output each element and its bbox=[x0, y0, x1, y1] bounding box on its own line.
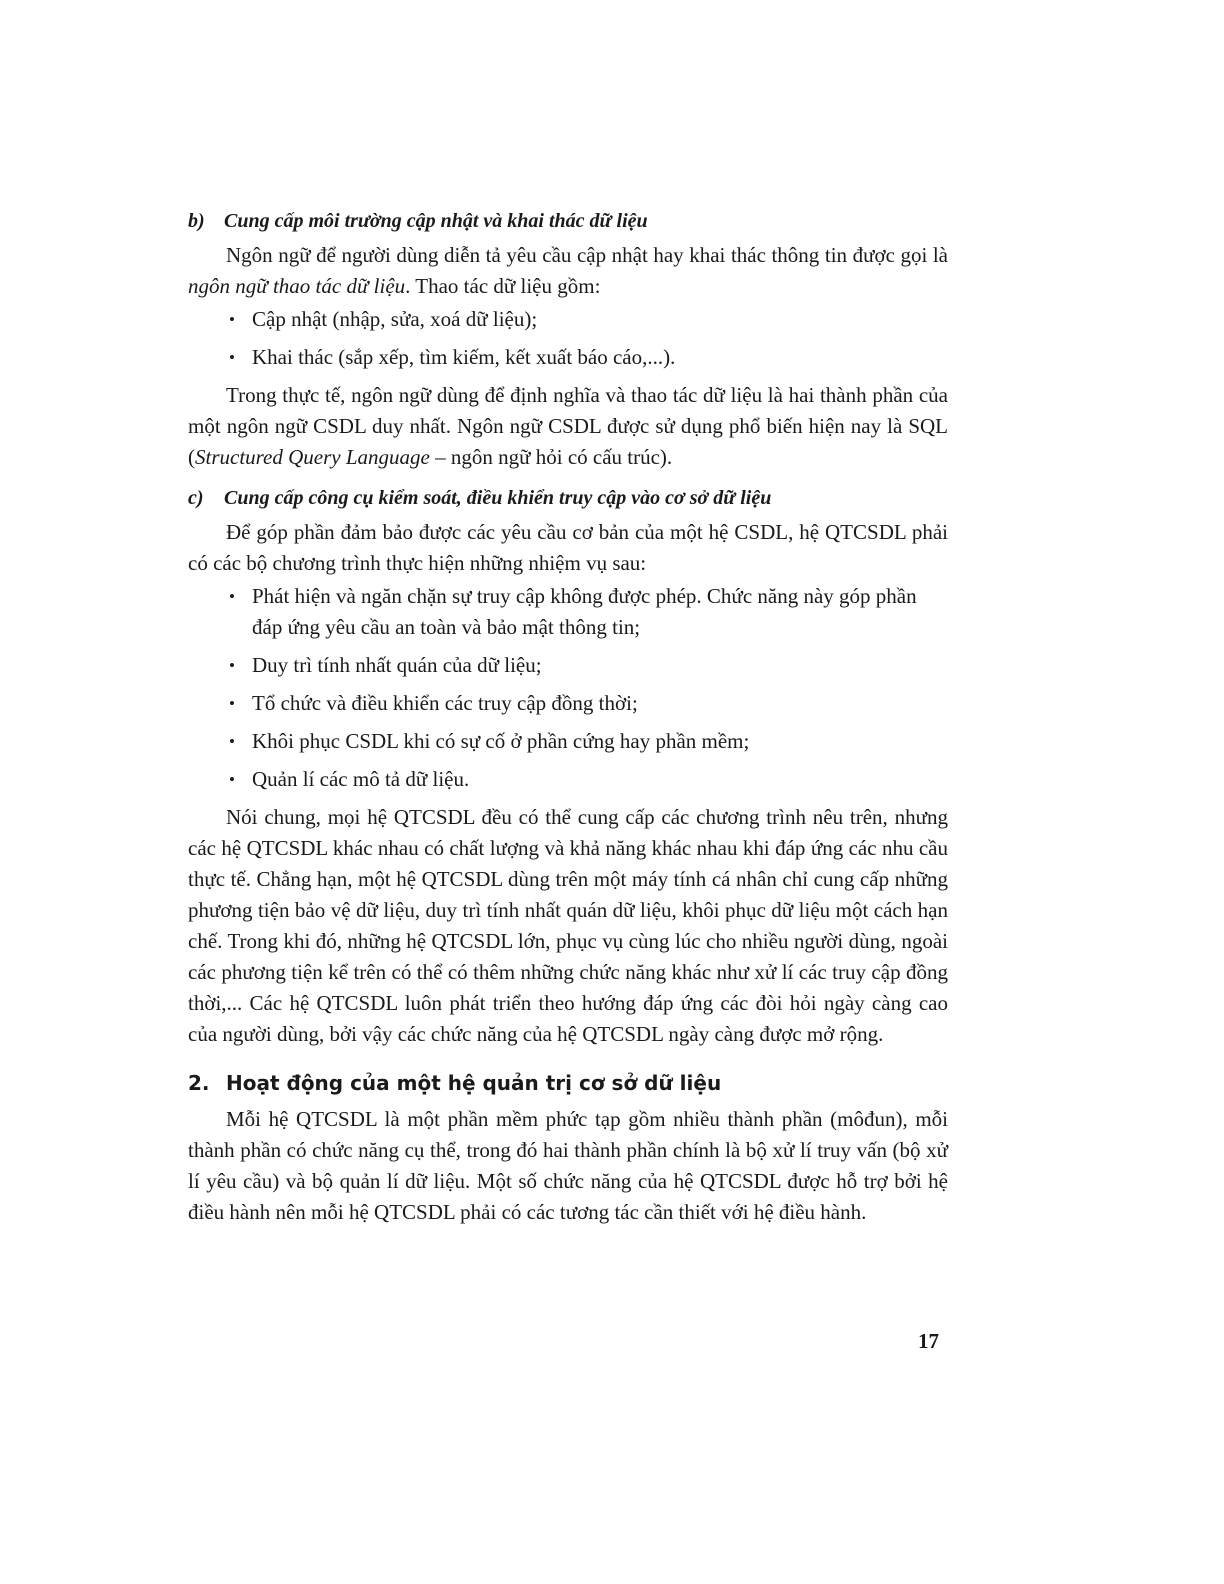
bullet-icon: • bbox=[229, 770, 235, 789]
list-item bbox=[188, 726, 948, 757]
section-b-bullet-list bbox=[188, 304, 948, 373]
list-item-text: Duy trì tính nhất quán của dữ liệu; bbox=[252, 653, 542, 677]
section-2-heading bbox=[188, 1068, 948, 1098]
list-item-text: Quản lí các mô tả dữ liệu. bbox=[252, 767, 470, 791]
section-b-p2-italic: Structured Query Language bbox=[195, 445, 430, 469]
list-item bbox=[188, 304, 948, 335]
section-b-p2-post: – ngôn ngữ hỏi có cấu trúc). bbox=[429, 445, 673, 469]
section-b-p1-italic: ngôn ngữ thao tác dữ liệu bbox=[188, 274, 406, 298]
bullet-icon: • bbox=[229, 694, 235, 713]
section-2-number: 2. bbox=[188, 1071, 210, 1095]
page-number: 17 bbox=[918, 1329, 939, 1353]
section-b-letter: b) bbox=[188, 210, 205, 232]
section-b-p2-pre: Trong thực tế, ngôn ngữ dùng để định nghĩa và thao tác dữ liệu là hai thành phần của một ngôn ngữ CSDL duy nhất. Ngôn ngữ CSDL được sử dụng phổ biến hiện nay là SQL ( bbox=[188, 383, 948, 469]
list-item-text: Phát hiện và ngăn chặn sự truy cập không được phép. Chức năng này góp phần đáp ứng yêu cầu an toàn và bảo mật thông tin; bbox=[252, 584, 917, 639]
bullet-icon: • bbox=[229, 310, 235, 329]
section-c-letter: c) bbox=[188, 487, 204, 509]
section-b-paragraph-2 bbox=[188, 380, 948, 473]
page-content bbox=[188, 206, 948, 1228]
bullet-icon: • bbox=[229, 732, 235, 751]
list-item bbox=[188, 688, 948, 719]
list-item bbox=[188, 342, 948, 373]
list-item-text: Khai thác (sắp xếp, tìm kiếm, kết xuất báo cáo,...). bbox=[252, 345, 676, 369]
section-b-paragraph-1 bbox=[188, 240, 948, 302]
bullet-icon: • bbox=[229, 587, 235, 606]
list-item-text: Khôi phục CSDL khi có sự cố ở phần cứng hay phần mềm; bbox=[252, 729, 750, 753]
section-c-bullet-list bbox=[188, 581, 948, 795]
list-item bbox=[188, 764, 948, 795]
section-c-paragraph-1: Để góp phần đảm bảo được các yêu cầu cơ bản của một hệ CSDL, hệ QTCSDL phải có các bộ chương trình thực hiện những nhiệm vụ sau: bbox=[188, 520, 948, 575]
section-b-title: Cung cấp môi trường cập nhật và khai thác dữ liệu bbox=[224, 210, 648, 232]
section-c-heading bbox=[188, 483, 948, 513]
section-b-p1-pre: Ngôn ngữ để người dùng diễn tả yêu cầu cập nhật hay khai thác thông tin được gọi là bbox=[226, 243, 948, 267]
section-b-heading bbox=[188, 206, 948, 236]
bullet-icon: • bbox=[229, 656, 235, 675]
section-c-title: Cung cấp công cụ kiểm soát, điều khiển truy cập vào cơ sở dữ liệu bbox=[224, 487, 772, 509]
section-b-p1-post: . Thao tác dữ liệu gồm: bbox=[405, 274, 601, 298]
list-item-text: Tổ chức và điều khiển các truy cập đồng thời; bbox=[252, 691, 638, 715]
bullet-icon: • bbox=[229, 348, 235, 367]
section-2-paragraph-1: Mỗi hệ QTCSDL là một phần mềm phức tạp gồm nhiều thành phần (môđun), mỗi thành phần có chức năng cụ thể, trong đó hai thành phần chính là bộ xử lí truy vấn (bộ xử lí yêu cầu) và bộ quản lí dữ liệu. Một số chức năng của hệ QTCSDL được hỗ trợ bởi hệ điều hành nên mỗi hệ QTCSDL phải có các tương tác cần thiết với hệ điều hành. bbox=[188, 1107, 948, 1224]
section-2-title: Hoạt động của một hệ quản trị cơ sở dữ liệu bbox=[226, 1071, 722, 1095]
section-c-paragraph-2: Nói chung, mọi hệ QTCSDL đều có thể cung cấp các chương trình nêu trên, nhưng các hệ QTCSDL khác nhau có chất lượng và khả năng khác nhau khi đáp ứng các nhu cầu thực tế. Chẳng hạn, một hệ QTCSDL dùng trên một máy tính cá nhân chỉ cung cấp những phương tiện bảo vệ dữ liệu, duy trì tính nhất quán dữ liệu, khôi phục dữ liệu một cách hạn chế. Trong khi đó, những hệ QTCSDL lớn, phục vụ cùng lúc cho nhiều người dùng, ngoài các phương tiện kể trên có thể có thêm những chức năng khác như xử lí các truy cập đồng thời,... Các hệ QTCSDL luôn phát triển theo hướng đáp ứng các đòi hỏi ngày càng cao của người dùng, bởi vậy các chức năng của hệ QTCSDL ngày càng được mở rộng. bbox=[188, 805, 948, 1046]
list-item bbox=[188, 650, 948, 681]
list-item bbox=[188, 581, 948, 643]
list-item-text: Cập nhật (nhập, sửa, xoá dữ liệu); bbox=[252, 307, 538, 331]
